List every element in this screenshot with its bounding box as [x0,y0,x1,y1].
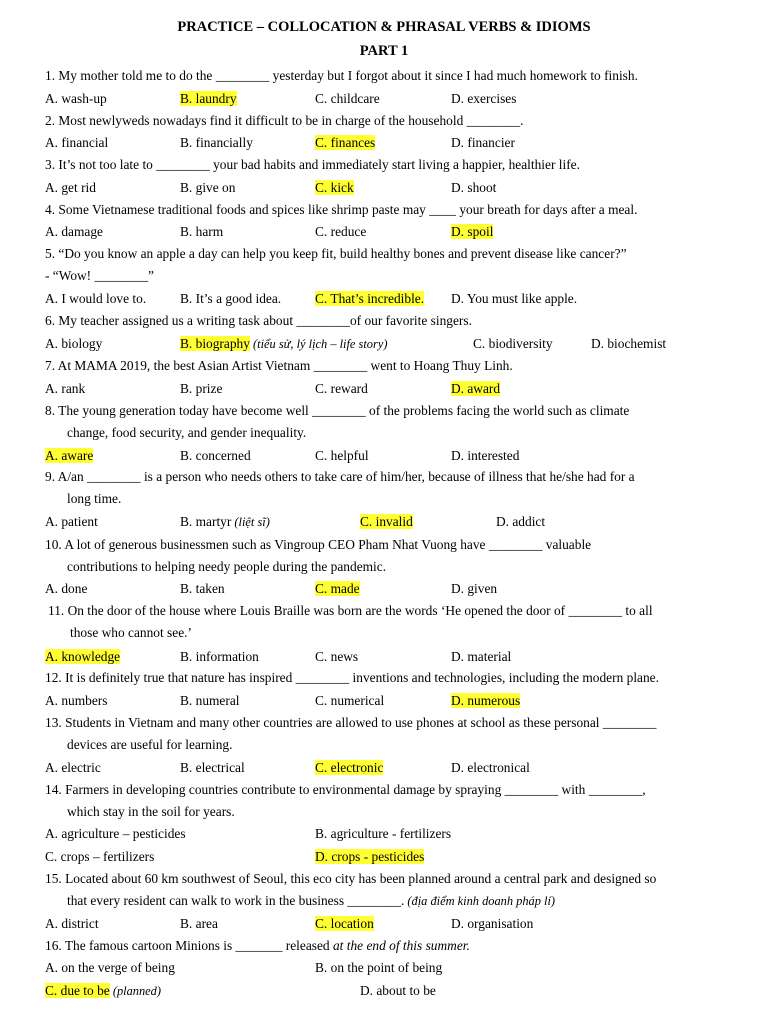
correct-answer-label: C. finances [315,135,376,150]
answer-label: B. concerned [180,448,251,463]
question-text [45,667,738,689]
question-stem: 15. Located about 60 km southwest of Seoul, this eco city has been planned around a central park and designed so [45,871,657,886]
question-text [45,534,738,579]
answer-option[interactable] [180,288,281,310]
correct-answer-label: D. spoil [451,224,494,239]
answer-option[interactable] [315,88,380,110]
answer-label: D. You must like apple. [451,291,578,306]
answer-label: D. material [451,649,512,664]
answer-label: C. numerical [315,693,385,708]
answer-option[interactable] [315,646,358,668]
answer-label: C. news [315,649,359,664]
answer-option[interactable] [315,445,369,467]
answer-label: B. agriculture - fertilizers [315,826,452,841]
correct-answer-label: D. crops - pesticides [315,849,425,864]
answer-label: B. information [180,649,259,664]
answer-options [0,757,768,779]
answer-option[interactable] [315,132,375,154]
question-continuation-text: long time. [67,491,122,507]
answer-options [0,445,768,467]
answer-option[interactable] [591,333,666,355]
answer-option[interactable] [315,690,384,712]
answer-option[interactable] [45,646,120,668]
answer-label: C. helpful [315,448,369,463]
question-text [45,199,738,221]
answer-label: A. numbers [45,693,108,708]
answer-options [0,132,768,154]
answer-option[interactable] [180,690,240,712]
answer-label: D. electronical [451,760,530,775]
answer-label: A. rank [45,381,86,396]
question-stem: 12. It is definitely true that nature has inspired ________ inventions and technologies, including the modern plane. [45,670,659,685]
answer-options [0,646,768,668]
answer-option[interactable] [180,177,235,199]
question-text [45,154,738,176]
answer-option[interactable] [315,378,368,400]
question-stem: 13. Students in Vietnam and many other countries are allowed to use phones at school as these personal ________ [45,715,657,730]
answer-label: D. about to be [360,983,436,998]
answer-label: C. childcare [315,91,380,106]
answer-label: A. district [45,916,99,931]
correct-answer-label: A. knowledge [45,649,121,664]
answer-options [0,88,768,110]
answer-option[interactable] [473,333,553,355]
correct-answer-label: C. made [315,581,360,596]
answer-option[interactable] [451,578,497,600]
correct-answer-label: B. biography [180,336,250,351]
answer-option[interactable] [451,445,519,467]
answer-options [0,511,768,533]
answer-option[interactable] [45,511,98,533]
answer-option[interactable] [360,980,436,1002]
answer-label: A. biology [45,336,103,351]
question-text [45,466,738,511]
answer-option[interactable] [451,646,511,668]
answer-option[interactable] [180,88,237,110]
answer-label: A. agriculture – pesticides [45,826,186,841]
page-title: PRACTICE – COLLOCATION & PHRASAL VERBS & IDIOMS [177,19,591,35]
question-stem: 10. A lot of generous businessmen such as Vingroup CEO Pham Nhat Vuong have ________ valuable [45,537,592,552]
answer-label: A. wash-up [45,91,107,106]
answer-label: A. I would love to. [45,291,147,306]
question-continuation [45,422,738,444]
answer-option[interactable] [451,221,493,243]
answer-option[interactable] [180,646,259,668]
answer-label: B. give on [180,180,236,195]
answer-option[interactable] [45,980,161,1002]
question-continuation-text: those who cannot see.’ [70,625,192,641]
question-text [45,355,738,377]
answer-option[interactable] [180,378,222,400]
question-stem: 14. Farmers in developing countries contribute to environmental damage by spraying ________ with ________, [45,782,646,797]
answer-option[interactable] [180,511,270,533]
answer-option[interactable] [180,221,223,243]
dialogue-reply: - “Wow! ________” [45,268,154,283]
answer-label: B. martyr [180,514,232,529]
answer-label: D. interested [451,448,520,463]
answer-label: A. done [45,581,88,596]
question-continuation [45,890,738,912]
question-continuation [45,734,738,756]
answer-label: A. damage [45,224,104,239]
answer-option[interactable] [45,132,108,154]
answer-label: B. It’s a good idea. [180,291,282,306]
answer-label: B. electrical [180,760,245,775]
answer-option[interactable] [451,177,496,199]
answer-label: D. financier [451,135,515,150]
answer-label: C. crops – fertilizers [45,849,155,864]
answer-label: B. taken [180,581,225,596]
answer-label: C. reduce [315,224,367,239]
correct-answer-label: C. due to be [45,983,110,998]
answer-label: C. biodiversity [473,336,553,351]
answer-option[interactable] [45,823,186,845]
question-stem: 5. “Do you know an apple a day can help you keep fit, build healthy bones and prevent disease like cancer?” [45,246,627,261]
question-stem: 1. My mother told me to do the ________ yesterday but I forgot about it since I had much homework to finish. [45,68,638,83]
answer-label: B. harm [180,224,224,239]
answer-option[interactable] [45,333,102,355]
question-stem: 7. At MAMA 2019, the best Asian Artist Vietnam ________ went to Hoang Thuy Linh. [45,358,513,373]
answer-option[interactable] [451,378,500,400]
answer-options [0,378,768,400]
question-text [45,868,738,913]
translation-note: (tiểu sử, lý lịch – life story) [249,337,388,351]
question-stem: 4. Some Vietnamese traditional foods and spices like shrimp paste may ____ your breath for days after a meal. [45,202,638,217]
answer-label: A. patient [45,514,98,529]
question-stem: 8. The young generation today have become well ________ of the problems facing the world such as climate [45,403,630,418]
answer-option[interactable] [451,288,577,310]
question-continuation-text: that every resident can walk to work in the business ________. [67,893,405,909]
answer-option[interactable] [45,578,87,600]
answer-label: D. exercises [451,91,517,106]
answer-label: D. shoot [451,180,497,195]
answer-option[interactable] [451,132,515,154]
answer-option[interactable] [496,511,545,533]
answer-label: A. get rid [45,180,96,195]
translation-note: (địa điểm kinh doanh pháp lí) [404,894,556,909]
answer-option[interactable] [315,221,366,243]
question-continuation-text: devices are useful for learning. [67,737,233,753]
answer-option[interactable] [45,690,107,712]
correct-answer-label: C. electronic [315,760,384,775]
answer-option[interactable] [45,221,103,243]
answer-label: B. area [180,916,218,931]
question-continuation-text: contributions to helping needy people during the pandemic. [67,559,387,575]
answer-option[interactable] [451,88,516,110]
correct-answer-label: D. numerous [451,693,521,708]
answer-option[interactable] [45,288,146,310]
question-text [45,935,738,957]
answer-option[interactable] [180,333,387,355]
answer-label: C. reward [315,381,368,396]
question-continuation [48,622,738,644]
answer-option[interactable] [315,578,360,600]
answer-label: B. on the point of being [315,960,443,975]
question-continuation [45,556,738,578]
question-text [45,400,738,445]
answer-options [0,913,768,935]
answer-label: D. organisation [451,916,534,931]
answer-option[interactable] [45,445,93,467]
answer-option[interactable] [315,757,383,779]
question-stem: 9. A/an ________ is a person who needs others to take care of him/her, because of illness that he/she had for a [45,469,635,484]
question-continuation [45,488,738,510]
question-continuation-text: change, food security, and gender inequality. [67,425,307,441]
answer-label: A. on the verge of being [45,960,175,975]
answer-option[interactable] [451,757,530,779]
question-text [45,712,738,757]
answer-option[interactable] [45,957,175,979]
answer-option[interactable] [315,846,424,868]
answer-options [0,957,768,998]
question-text [45,310,738,332]
answer-option[interactable] [180,132,253,154]
translation-note: (planned) [109,984,161,998]
correct-answer-label: C. location [315,916,374,931]
answer-option[interactable] [180,578,225,600]
answer-option[interactable] [45,846,154,868]
question-stem: 6. My teacher assigned us a writing task about ________of our favorite singers. [45,313,472,328]
answer-options [0,690,768,712]
answer-option[interactable] [45,757,101,779]
question-continuation [45,801,738,823]
answer-label: B. financially [180,135,253,150]
answer-option[interactable] [45,88,107,110]
answer-option[interactable] [315,177,354,199]
answer-label: A. electric [45,760,101,775]
question-stem: 11. On the door of the house where Louis Braille was born are the words ‘He opened the door of ________ to all [48,603,653,618]
answer-option[interactable] [360,511,413,533]
question-text [45,779,738,824]
answer-option[interactable] [180,913,218,935]
part-heading: PART 1 [359,43,409,59]
answer-options [0,221,768,243]
correct-answer-label: A. aware [45,448,94,463]
question-stem-italic: at the end of this summer. [329,938,470,953]
answer-option[interactable] [45,177,96,199]
question-continuation-text: which stay in the soil for years. [67,804,235,820]
question-stem: 3. It’s not too late to ________ your bad habits and immediately start living a happier, healthier life. [45,157,580,172]
question-text [45,65,738,87]
answer-option[interactable] [451,913,533,935]
answer-options [0,578,768,600]
question-stem: 2. Most newlyweds nowadays find it difficult to be in charge of the household ________. [45,113,524,128]
answer-options [0,823,768,864]
answer-label: D. biochemist [591,336,667,351]
answer-options [0,333,768,355]
answer-option[interactable] [180,445,251,467]
answer-label: A. financial [45,135,109,150]
answer-label: B. numeral [180,693,240,708]
answer-option[interactable] [45,913,99,935]
correct-answer-label: B. laundry [180,91,237,106]
translation-note: (liệt sĩ) [231,515,270,529]
answer-label: B. prize [180,381,223,396]
answer-option[interactable] [180,757,245,779]
answer-option[interactable] [315,288,424,310]
correct-answer-label: C. That’s incredible. [315,291,425,306]
correct-answer-label: C. kick [315,180,354,195]
question-text [48,600,738,645]
correct-answer-label: C. invalid [360,514,413,529]
answer-option[interactable] [451,690,520,712]
correct-answer-label: D. award [451,381,501,396]
answer-options [0,288,768,310]
answer-label: D. given [451,581,498,596]
question-text [45,243,738,265]
answer-options [0,177,768,199]
answer-option[interactable] [315,823,451,845]
answer-option[interactable] [315,913,374,935]
answer-option[interactable] [315,957,442,979]
answer-option[interactable] [45,378,85,400]
question-text [45,110,738,132]
answer-label: D. addict [496,514,546,529]
question-stem: 16. The famous cartoon Minions is _______ released [45,938,330,953]
